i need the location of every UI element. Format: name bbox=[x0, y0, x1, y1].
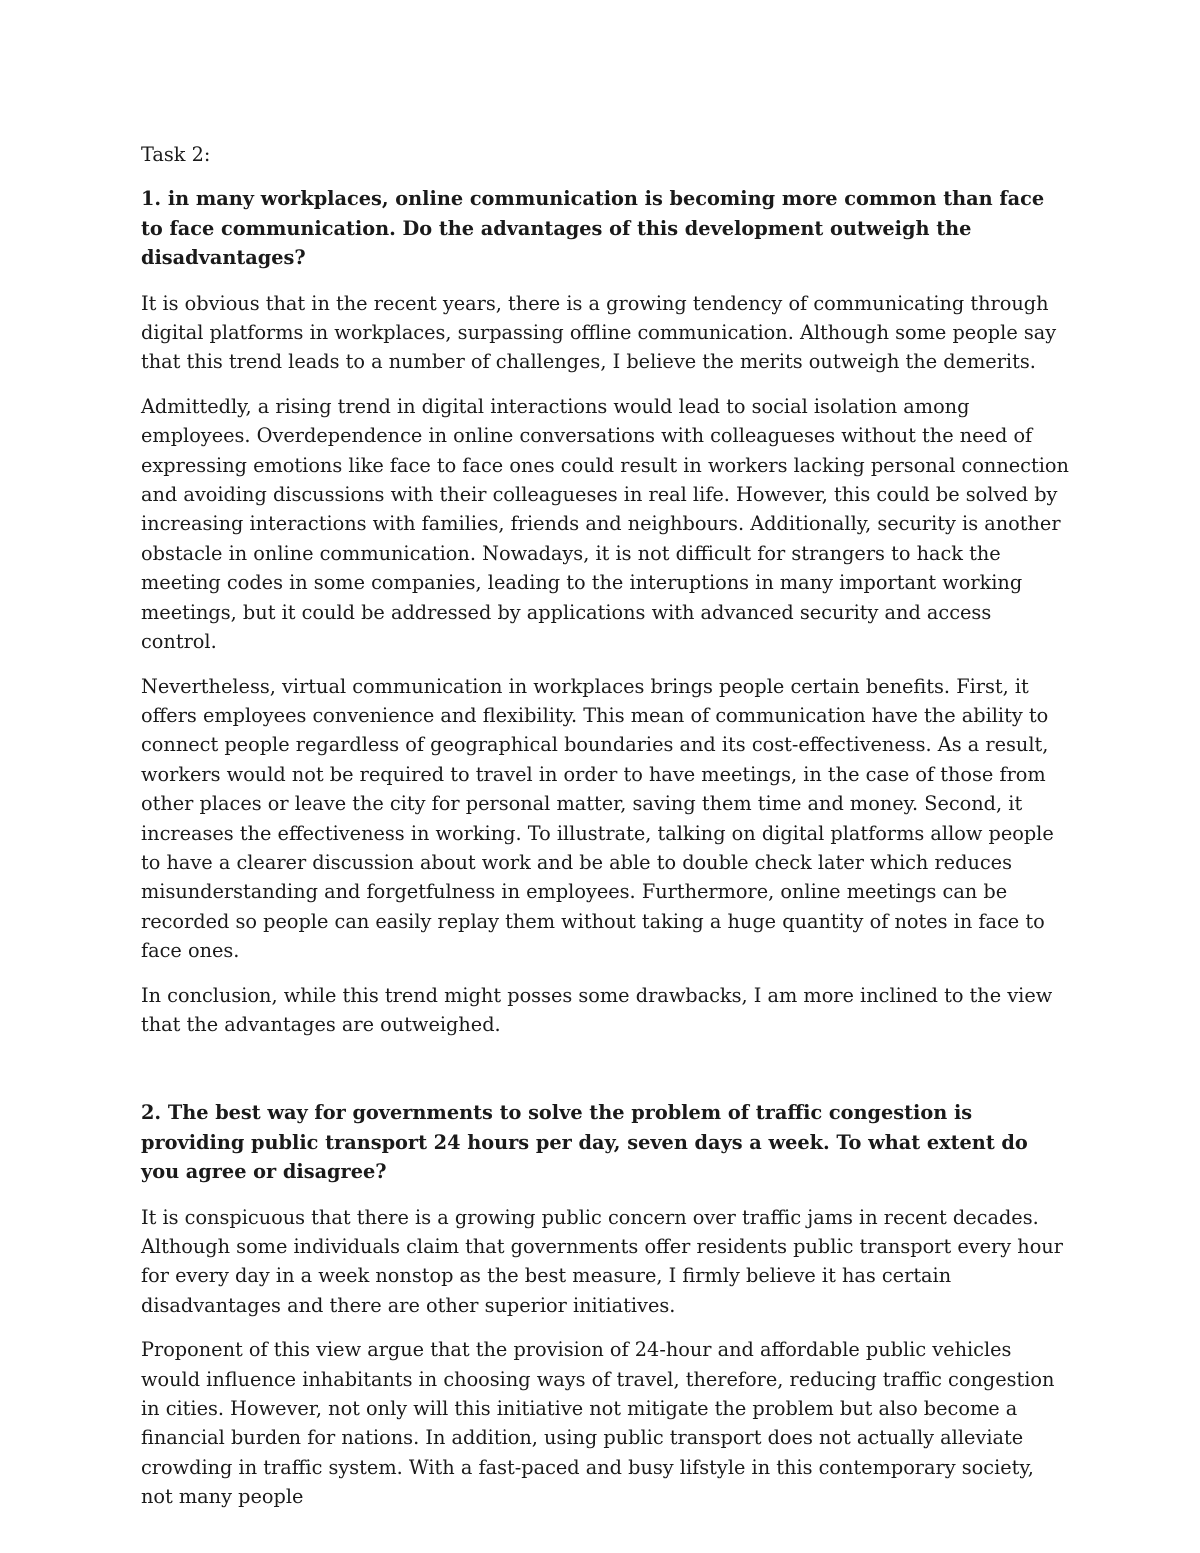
essay-paragraph: It is conspicuous that there is a growing public concern over traffic jams in recent decades. Although some individuals claim that governments offer residents public transport every hour for every day in a week nonstop as the best measure, I firmly believe it has certain disadvantages and there are other superior initiatives. bbox=[141, 1205, 1063, 1317]
essay-question-2: 2. The best way for governments to solve the problem of traffic congestion is providing public transport 24 hours per day, seven days a week. To what extent do you agree or disagree? bbox=[141, 1101, 1028, 1184]
essay-section-1 bbox=[141, 184, 1071, 1039]
essay-paragraph: Proponent of this view argue that the provision of 24-hour and affordable public vehicles would influence inhabitants in choosing ways of travel, therefore, reducing traffic congestion in cities. However, not only will this initiative not mitigate the problem but also become a financial burden for nations. In addition, using public transport does not actually alleviate crowding in traffic system. With a fast-paced and busy lifstyle in this contemporary society, not many people bbox=[141, 1338, 1055, 1509]
essay-paragraph: Nevertheless, virtual communication in workplaces brings people certain benefits. First, it offers employees convenience and flexibility. This mean of communication have the ability to connect people regardless of geographical boundaries and its cost-effectiveness. As a result, workers would not be required to travel in order to have meetings, in the case of those from other places or leave the city for personal matter, saving them time and money. Second, it increases the effectiveness in working. To illustrate, talking on digital platforms allow people to have a clearer discussion about work and be able to double check later which reduces misunderstanding and forgetfulness in employees. Furthermore, online meetings can be recorded so people can easily replay them without taking a huge quantity of notes in face to face ones. bbox=[141, 674, 1054, 963]
task-label: Task 2: bbox=[141, 143, 211, 166]
essay-paragraph: Admittedly, a rising trend in digital interactions would lead to social isolation among employees. Overdependence in online conversations with colleagueses without the need of expressing emotions like face to face ones could result in workers lacking personal connection and avoiding discussions with their colleagueses in real life. However, this could be solved by increasing interactions with families, friends and neighbours. Additionally, security is another obstacle in online communication. Nowadays, it is not difficult for strangers to hack the meeting codes in some companies, leading to the interuptions in many important working meetings, but it could be addressed by applications with advanced security and access control. bbox=[141, 394, 1069, 654]
essay-paragraph: It is obvious that in the recent years, there is a growing tendency of communicating through digital platforms in workplaces, surpassing offline communication. Although some people say that this trend leads to a number of challenges, I believe the merits outweigh the demerits. bbox=[141, 291, 1057, 374]
essay-section-2 bbox=[141, 1098, 1071, 1511]
essay-paragraph: In conclusion, while this trend might posses some drawbacks, I am more inclined to the view that the advantages are outweighed. bbox=[141, 983, 1053, 1036]
section-spacer bbox=[141, 1054, 1071, 1098]
essay-question-1: 1. in many workplaces, online communication is becoming more common than face to face communication. Do the advantages of this development outweigh the disadvantages? bbox=[141, 187, 1045, 270]
document-page bbox=[141, 140, 1071, 1527]
